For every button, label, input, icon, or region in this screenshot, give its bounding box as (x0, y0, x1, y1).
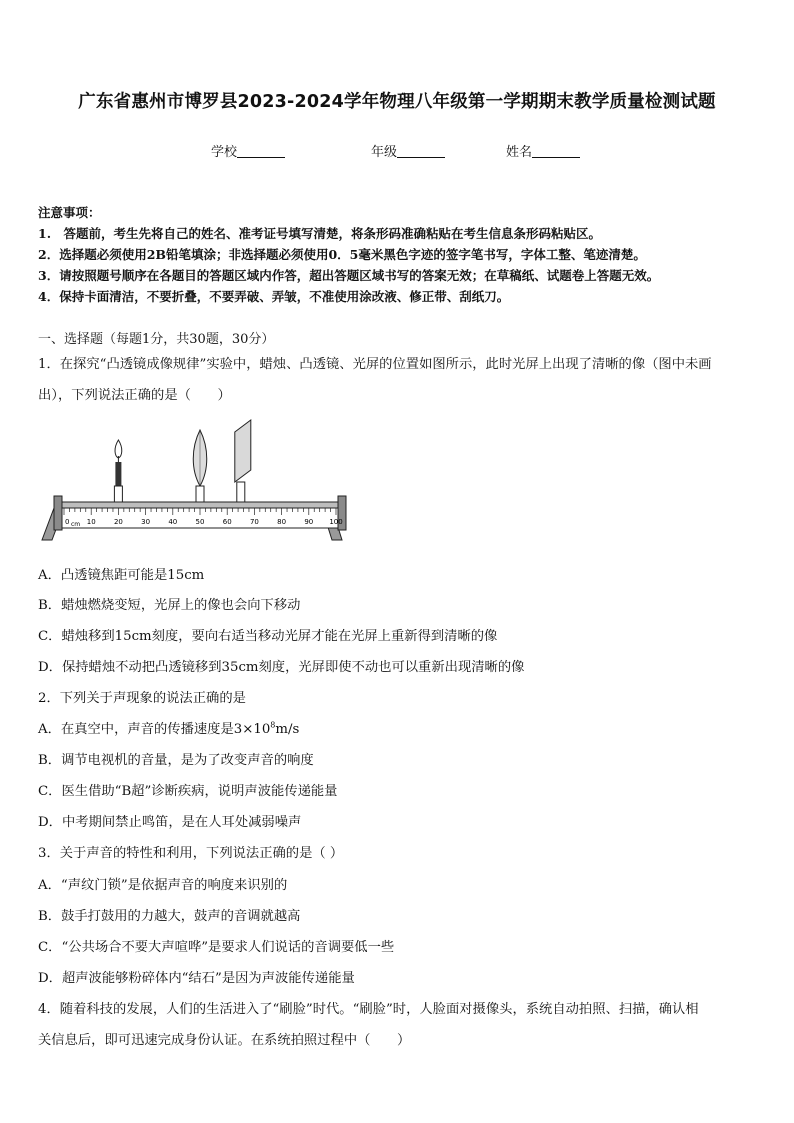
q4-stem-line2: 关信息后，即可迅速完成身份认证。在系统拍照过程中（ ） (38, 1033, 411, 1048)
candle (114, 440, 122, 502)
q2-stem: 2．下列关于声现象的说法正确的是 (38, 691, 246, 706)
convex-lens (193, 430, 207, 502)
q2-option-b[interactable]: B．调节电视机的音量，是为了改变声音的响度 (38, 753, 314, 768)
q3-option-d[interactable]: D．超声波能够粉碎体内“结石”是因为声波能传递能量 (38, 971, 355, 986)
screen-panel (235, 420, 251, 482)
note-3: 3．请按照题号顺序在各题目的答题区域内作答，超出答题区域书写的答案无效；在草稿纸、试题卷上答题无效。 (38, 268, 660, 283)
q1-option-a[interactable]: A．凸透镜焦距可能是15cm (38, 568, 205, 583)
q2-a-text: A．在真空中，声音的传播速度是3×10 (38, 722, 271, 737)
q2-a-exponent: 8 (270, 720, 276, 730)
scale-tick-label: 50 (195, 518, 205, 526)
note-1: 1. 答题前，考生先将自己的姓名、准考证号填写清楚，将条形码准确粘贴在考生信息条形码粘贴区。 (38, 226, 602, 241)
q1-stem-line2: 出），下列说法正确的是（ ） (38, 388, 231, 403)
school-field[interactable] (211, 141, 285, 160)
scale-tick-label: 70 (249, 518, 259, 526)
candle-holder (114, 486, 122, 502)
notes-heading: 注意事项： (38, 205, 101, 220)
scale-tick-label: 90 (304, 518, 314, 526)
q1-option-b[interactable]: B．蜡烛燃烧变短，光屏上的像也会向下移动 (38, 598, 301, 613)
scale-tick-label: 10 (86, 518, 96, 526)
name-label: 姓名 (506, 145, 533, 160)
scale-tick-label: 100 (329, 518, 343, 526)
candle-body (115, 462, 121, 486)
school-label: 学校 (211, 145, 238, 160)
scale-tick-label: 20 (113, 518, 123, 526)
q3-stem: 3．关于声音的特性和利用，下列说法正确的是（ ） (38, 846, 344, 861)
grade-label: 年级 (371, 145, 398, 160)
q2-option-d[interactable]: D．中考期间禁止鸣笛，是在人耳处减弱噪声 (38, 815, 302, 830)
light-screen (235, 420, 251, 502)
q1-stem-line1: 1．在探究“凸透镜成像规律”实验中，蜡烛、凸透镜、光屏的位置如图所示，此时光屏上出现了清晰的像（图中未画 (38, 357, 712, 372)
q3-option-b[interactable]: B．鼓手打鼓用的力越大，鼓声的音调就越高 (38, 909, 301, 924)
q2-option-c[interactable]: C．医生借助“B超”诊断疾病，说明声波能传递能量 (38, 784, 338, 799)
grade-blank[interactable] (397, 145, 445, 158)
q4-stem-line1: 4．随着科技的发展，人们的生活进入了“刷脸”时代。“刷脸”时，人脸面对摄像头，系统自动拍照、扫描，确认相 (38, 1002, 699, 1017)
bench-rail (56, 502, 344, 508)
note-2: 2．选择题必须使用2B铅笔填涂；非选择题必须使用0．5毫米黑色字迹的签字笔书写，字体工整、笔迹清楚。 (38, 247, 646, 262)
q2-a-unit: m/s (275, 722, 300, 737)
q3-option-c[interactable]: C．“公共场合不要大声喧哗”是要求人们说话的音调要低一些 (38, 940, 395, 955)
q3-option-a[interactable]: A．“声纹门锁”是依据声音的响度来识别的 (38, 878, 288, 893)
section-heading: 一、选择题（每题1分，共30题，30分） (38, 332, 275, 347)
note-4: 4．保持卡面清洁，不要折叠，不要弄破、弄皱，不准使用涂改液、修正带、刮纸刀。 (38, 289, 510, 304)
grade-field[interactable] (371, 141, 445, 160)
optical-bench-figure (40, 418, 343, 543)
bench-left-end (54, 496, 62, 530)
name-field[interactable] (506, 141, 580, 160)
q1-option-d[interactable]: D．保持蜡烛不动把凸透镜移到35cm刻度，光屏即使不动也可以重新出现清晰的像 (38, 660, 525, 675)
page-title: 广东省惠州市博罗县2023-2024学年物理八年级第一学期期末教学质量检测试题 (78, 92, 716, 112)
screen-holder (237, 482, 245, 502)
candle-flame (115, 440, 122, 458)
scale-tick-label: 40 (168, 518, 178, 526)
school-blank[interactable] (237, 145, 285, 158)
lens-holder (196, 486, 204, 502)
scale-tick-label: 80 (277, 518, 287, 526)
q1-option-c[interactable]: C．蜡烛移到15cm刻度，要向右适当移动光屏才能在光屏上重新得到清晰的像 (38, 629, 498, 644)
q2-option-a[interactable] (38, 718, 299, 737)
scale-tick-label: 0 (65, 518, 70, 526)
scale-tick-label: 60 (222, 518, 232, 526)
name-blank[interactable] (532, 145, 580, 158)
scale-tick-label: 30 (141, 518, 151, 526)
scale-unit-label: cm (71, 521, 81, 528)
